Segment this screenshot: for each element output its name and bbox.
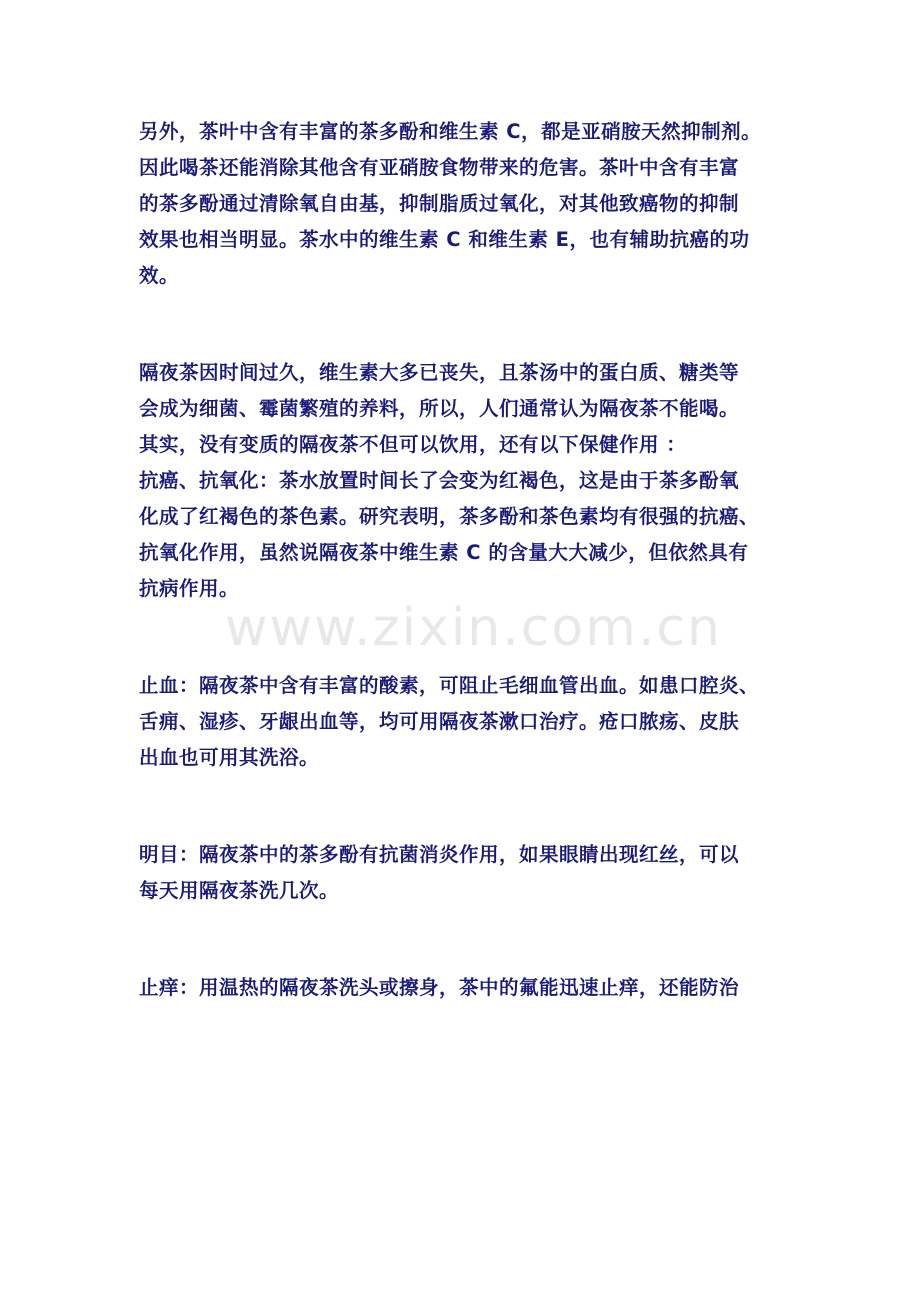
text-line: 抗氧化作用，虽然说隔夜茶中维生素 C 的含量大大减少，但依然具有 <box>139 541 749 564</box>
paragraph-eyes <box>139 837 789 909</box>
text-line: 出血也可用其洗浴。 <box>139 746 320 769</box>
text-line: 另外，茶叶中含有丰富的茶多酚和维生素 C，都是亚硝胺天然抑制剂。 <box>139 120 762 143</box>
text-line: 止血：隔夜茶中含有丰富的酸素，可阻止毛细血管出血。如患口腔炎、 <box>139 674 760 697</box>
text-line: 效。 <box>139 264 180 287</box>
paragraph-tea-polyphenols <box>139 114 789 294</box>
text-line: 抗癌、抗氧化：茶水放置时间长了会变为红褐色，这是由于茶多酚氧 <box>139 469 740 492</box>
text-line: 会成为细菌、霉菌繁殖的养料，所以，人们通常认为隔夜茶不能喝。 <box>139 397 740 420</box>
text-line: 其实，没有变质的隔夜茶不但可以饮用，还有以下保健作用 ： <box>139 433 687 456</box>
paragraph-itch <box>139 970 789 1006</box>
text-line: 每天用隔夜茶洗几次。 <box>139 879 340 902</box>
text-line: 的茶多酚通过清除氧自由基，抑制脂质过氧化，对其他致癌物的抑制 <box>139 192 740 215</box>
text-line: 隔夜茶因时间过久，维生素大多已丧失，且茶汤中的蛋白质、糖类等 <box>139 361 740 384</box>
paragraph-overnight-tea <box>139 355 789 607</box>
text-line: 止痒：用温热的隔夜茶洗头或擦身，茶中的氟能迅速止痒，还能防治 <box>139 976 740 999</box>
text-line: 明目：隔夜茶中的茶多酚有抗菌消炎作用，如果眼睛出现红丝，可以 <box>139 843 740 866</box>
text-line: 抗病作用。 <box>139 577 240 600</box>
text-line: 效果也相当明显。茶水中的维生素 C 和维生素 E，也有辅助抗癌的功 <box>139 228 750 251</box>
paragraph-stop-bleeding <box>139 668 789 776</box>
text-line: 因此喝茶还能消除其他含有亚硝胺食物带来的危害。茶叶中含有丰富 <box>139 156 740 179</box>
document-body <box>139 114 789 1006</box>
watermark-text: www.zixin.com.cn <box>225 598 722 658</box>
text-line: 舌痈、湿疹、牙龈出血等，均可用隔夜茶漱口治疗。疮口脓疡、皮肤 <box>139 710 740 733</box>
text-line: 化成了红褐色的茶色素。研究表明，茶多酚和茶色素均有很强的抗癌、 <box>139 505 760 528</box>
